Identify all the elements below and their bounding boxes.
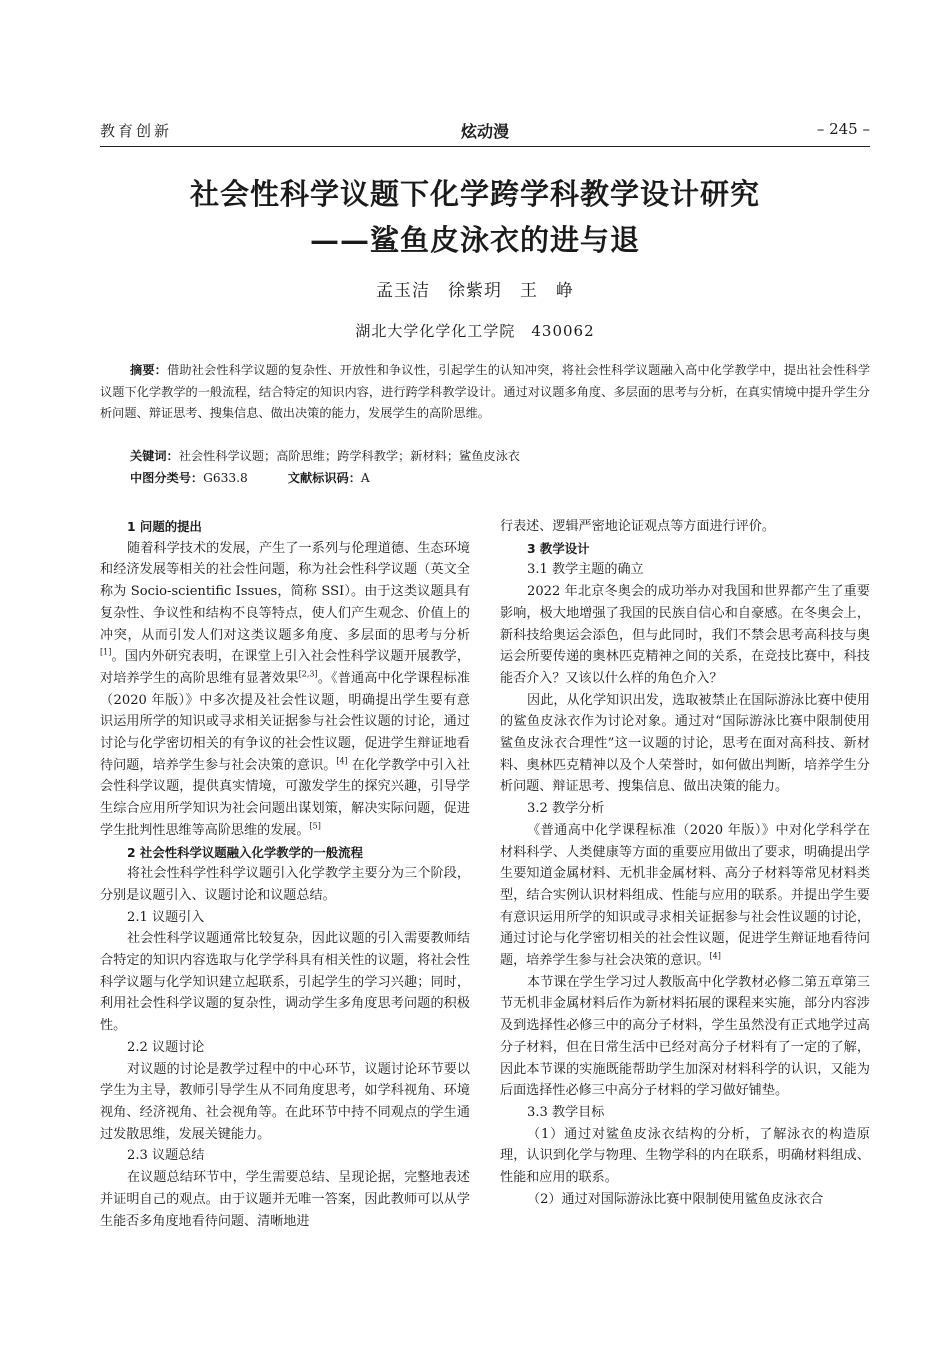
abstract-label: 摘要： [130,363,168,377]
text-run: 在化学教学中引入社会性科学议题，提供真实情境，可激发学生的探究兴趣，引导学生综合应用所学知识为社会问题出谋划策，解决实际问题，促进学生批判性思维等高阶思维的发展。 [100,757,470,838]
paragraph: 在议题总结环节中，学生需要总结、呈现论据，完整地表述并证明自己的观点。由于议题并无唯一答案，因此教师可以从学生能否多角度地看待问题、清晰地进 [100,1170,470,1229]
section-heading: 3 教学设计 [527,540,590,556]
section-heading: 1 问题的提出 [127,519,202,534]
keywords [130,446,870,467]
subsection-heading: 2.3 议题总结 [127,1148,205,1164]
left-column [100,516,470,1232]
citation: [5] [309,821,321,831]
paragraph: 对议题的讨论是教学过程中的中心环节，议题讨论环节要以学生为主导，教师引导学生从不同角度思考，如学科视角、环境视角、经济视角、社会视角等。在此环节中持不同观点的学生通过发散思维，发展关键能力。 [100,1061,470,1142]
subsection-heading: 2.1 议题引入 [127,909,205,925]
paragraph: 社会性科学议题通常比较复杂，因此议题的引入需要教师结合特定的知识内容选取与化学学科具有相关性的议题，将社会性科学议题与化学知识建立起联系，引起学生的学习兴趣；同时，利用社会性科学议题的复杂性，调动学生多角度思考问题的积极性。 [100,931,470,1034]
citation: [4] [709,951,721,961]
doc-code-label: 文献标识码： [287,471,361,485]
keywords-label: 关键词： [130,449,179,463]
paragraph: （2）通过对国际游泳比赛中限制使用鲨鱼皮泳衣合 [527,1191,824,1207]
subsection-heading: 2.2 议题讨论 [127,1039,205,1055]
clc-label: 中图分类号： [130,471,204,485]
article-title: 社会性科学议题下化学跨学科教学设计研究 [189,177,760,211]
paragraph: 本节课在学生学习过人教版高中化学教材必修二第五章第三节无机非金属材料后作为新材料拓展的课程来实施，部分内容涉及到选择性必修三中的高分子材料，学生虽然没有正式地学过高分子材料，但在日常生活中已经对高分子材料有了一定的了解，因此本节课的实施既能帮助学生加深对材料科学的认识，又能为后面选择性必修三中高分子材料的学习做好铺垫。 [500,974,870,1099]
paragraph: 2022 年北京冬奥会的成功举办对我国和世界都产生了重要影响，极大地增强了我国的民族自信心和自豪感。在冬奥会上，新科技给奥运会添色，但与此同时，我们不禁会思考高科技与奥运会所要传递的奥林匹克精神之间的关系，在竞技比赛中，科技能否介入？又该以什么样的角色介入？ [500,584,870,686]
header-rule [100,146,870,147]
paragraph: 将社会性科学性科学议题引入化学教学主要分为三个阶段，分别是议题引入、议题讨论和议题总结。 [100,866,470,903]
classification-line [130,468,370,489]
doc-code-value: A [360,471,370,485]
right-column [500,516,870,1211]
page-number: – 245 – [816,120,870,138]
article-subtitle: ——鲨鱼皮泳衣的进与退 [309,223,640,257]
text-run: 《普通高中化学课程标准（2020 年版）》中对化学科学在材料科学、人类健康等方面的重要应用做出了要求，明确提出学生要知道金属材料、无机非金属材料、高分子材料等常见材料类型，结合实例认识材料组成、性能与应用的联系。并提出学生要有意识运用所学的知识或寻求相关证据参与社会性议题的讨论，通过讨论与化学密切相关的社会性议题，促进学生辩证地看待问题，培养学生参与社会决策的意识。 [500,822,870,969]
citation: [2,3] [298,669,318,679]
abstract-text: 借助社会性科学议题的复杂性、开放性和争议性，引起学生的认知冲突，将社会性科学议题融入高中化学教学中，提出社会性科学议题下化学教学的一般流程，结合特定的知识内容，进行跨学科教学设计。通过对议题多角度、多层面的思考与分析，在真实情境中提升学生分析问题、辩证思考、搜集信息、做出决策的能力，发展学生的高阶思维。 [100,363,871,421]
authors: 孟玉洁 徐紫玥 王 峥 [376,281,574,301]
paragraph: （1）通过对鲨鱼皮泳衣结构的分析，了解泳衣的构造原理，认识到化学与物理、生物学科的内在联系，明确材料组成、性能和应用的联系。 [500,1126,870,1186]
running-header [100,120,870,146]
paragraph-continued: 行表述、逻辑严密地论证观点等方面进行评价。 [500,519,775,534]
citation: [4] [336,756,348,766]
subsection-heading: 3.3 教学目标 [527,1104,605,1120]
text-run: 随着科学技术的发展，产生了一系列与伦理道德、生态环境和经济发展等相关的社会性问题，称为社会性科学议题（英文全称为 Socio-scientific Issues，简称 SSI）。由于这类议题具有复杂性、争议性和结构不良等特点，使人们产生观念、价值上的冲突，从而引发人们对这类议题多角度、多层面的思考与分析 [100,540,470,643]
subsection-heading: 3.1 教学主题的确立 [527,562,644,578]
clc-value: G633.8 [203,471,248,485]
journal-section-name: 教育创新 [100,122,173,140]
section-heading: 2 社会性科学议题融入化学教学的一般流程 [127,844,363,860]
subsection-heading: 3.2 教学分析 [527,801,605,817]
citation: [1] [100,647,112,657]
journal-name: 炫动漫 [460,122,509,141]
keywords-text: 社会性科学议题；高阶思维；跨学科教学；新材料；鲨鱼皮泳衣 [178,449,520,463]
abstract [100,360,870,425]
text-run: 。国内外研究表明，在课堂上引入社会性科学议题开展教学，对培养学生的高阶思维有显著效果 [100,649,470,686]
paragraph [500,820,870,972]
text-run: 。《普通高中化学课程标准（2020 年版）》中多次提及社会性议题，明确提出学生要有意识运用所学的知识或寻求相关证据参与社会性议题的讨论，通过讨论与化学密切相关的有争议的社会性议题，促进学生辩证地看待问题，培养学生参与社会决策的意识。 [100,670,470,773]
affiliation: 湖北大学化学化工学院 430062 [355,322,595,340]
paragraph [100,538,470,842]
paragraph: 因此，从化学知识出发，选取被禁止在国际游泳比赛中使用的鲨鱼皮泳衣作为讨论对象。通过对“国际游泳比赛中限制使用鲨鱼皮泳衣合理性”这一议题的讨论，思考在面对高科技、新材料、奥林匹克精神以及个人荣誉时，如何做出判断，培养学生分析问题、辩证思考、搜集信息、做出决策的能力。 [500,692,870,795]
